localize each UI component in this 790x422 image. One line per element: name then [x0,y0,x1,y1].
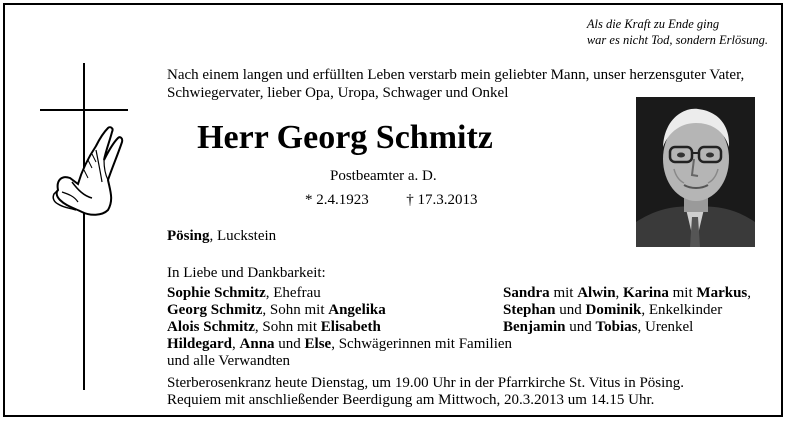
mourner-name: Georg Schmitz [167,302,263,318]
mourner-line [167,284,321,302]
mourner-line [503,301,722,319]
mourner-line [167,335,512,353]
mourner-name: Karina [623,285,669,301]
mourner-line [167,352,290,370]
services-line-2: Requiem mit anschließender Beerdigung am Mittwoch, 20.3.2013 um 14.15 Uhr. [167,392,655,408]
mourner-name: Else [304,336,332,352]
mourner-relation: und [565,319,596,335]
cross-vertical-bar [83,63,85,390]
mourners-heading: In Liebe und Dankbarkeit: [167,265,326,281]
mourner-relation: , Schwägerinnen mit Familien [331,336,513,352]
mourner-name: Anna [239,336,275,352]
epigraph-quote [587,16,768,48]
mourner-name: Sandra [503,285,550,301]
intro-line-1: Nach einem langen und erfüllten Leben verstarb mein geliebter Mann, unser herzensguter Vater, [167,67,745,83]
mourner-name: Benjamin [503,319,566,335]
mourner-name: Alwin [577,285,616,301]
intro-line-2: Schwiegervater, lieber Opa, Uropa, Schwager und Onkel [167,85,509,101]
mourner-name: Hildegard [167,336,233,352]
mourner-relation: , [615,285,624,301]
portrait-photo [636,97,755,247]
mourner-name: Markus [696,285,748,301]
quote-line-2: war es nicht Tod, sondern Erlösung. [586,33,768,47]
place-secondary: , Luckstein [209,228,277,244]
place-line [167,227,276,245]
birth-symbol: * [305,192,313,208]
mourner-name: Tobias [595,319,638,335]
cross-horizontal-bar [40,109,128,111]
mourner-name: Alois Schmitz [167,319,255,335]
death-symbol: † [406,192,414,208]
portrait-image [636,97,755,247]
mourner-relation: , Sohn mit [254,319,321,335]
mourner-line [503,284,751,302]
mourner-relation: , Ehefrau [265,285,321,301]
mourner-relation: und [274,336,305,352]
mourner-relation: , [232,336,240,352]
mourner-relation: , Urenkel [637,319,694,335]
mourner-line [503,318,693,336]
mourner-name: Elisabeth [320,319,381,335]
mourner-relation: mit [549,285,578,301]
life-dates [305,191,478,209]
deceased-name: Herr Georg Schmitz [197,119,493,156]
mourner-relation: , [747,285,751,301]
death-date: 17.3.2013 [417,192,478,208]
mourner-relation: , Enkelkinder [641,302,723,318]
mourner-line [167,318,381,336]
mourner-relation: mit [668,285,697,301]
mourner-relation: , Sohn mit [262,302,329,318]
mourner-name: Dominik [585,302,642,318]
place-primary: Pösing [167,228,210,244]
mourner-name: Stephan [503,302,556,318]
deceased-title: Postbeamter a. D. [330,168,437,184]
mourner-name: Angelika [328,302,386,318]
birth-date: 2.4.1923 [316,192,369,208]
mourner-name: Sophie Schmitz [167,285,266,301]
mourner-relation: und alle Verwandten [167,353,291,369]
services-line-1: Sterberosenkranz heute Dienstag, um 19.00 Uhr in der Pfarrkirche St. Vitus in Pösing. [167,375,685,391]
mourner-line [167,301,386,319]
quote-line-1: Als die Kraft zu Ende ging [586,17,720,31]
mourner-relation: und [555,302,586,318]
